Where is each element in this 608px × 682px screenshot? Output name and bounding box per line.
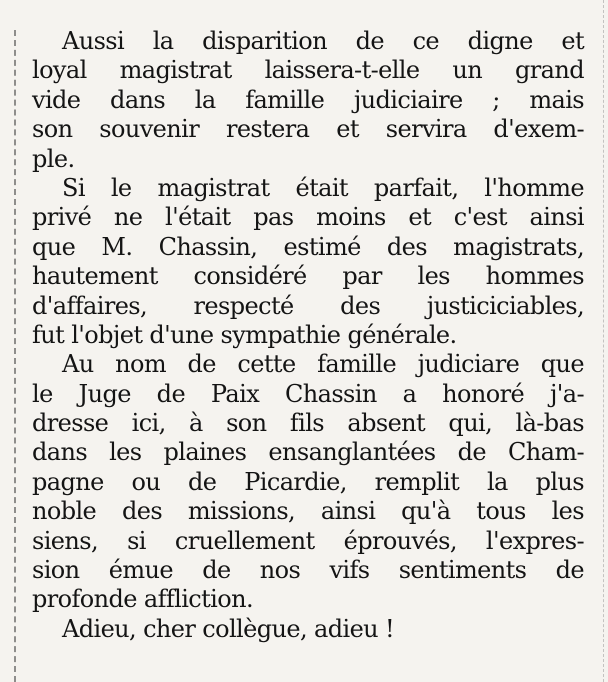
right-column-rule bbox=[603, 0, 604, 682]
text-line: Au nom de cette famille judiciare que bbox=[62, 350, 584, 379]
text-line: Si le magistrat était parfait, l'homme bbox=[62, 173, 584, 202]
text-line: siens, si cruellement éprouvés, l'expres- bbox=[32, 526, 584, 555]
text-line: noble des missions, ainsi qu'à tous les bbox=[32, 497, 584, 526]
text-line: son souvenir restera et servira d'exem- bbox=[32, 115, 584, 144]
text-line: Adieu, cher collègue, adieu ! bbox=[62, 614, 395, 643]
left-column-rule bbox=[14, 30, 16, 682]
text-line: Aussi la disparition de ce digne et bbox=[62, 27, 584, 55]
text-line: que M. Chassin, estimé des magistrats, bbox=[32, 232, 584, 261]
text-line: vide dans la famille judiciaire ; mais bbox=[32, 85, 584, 114]
text-line: privé ne l'était pas moins et c'est ainsi bbox=[32, 203, 584, 232]
text-line: pagne ou de Picardie, remplit la plus bbox=[32, 467, 584, 496]
article-text bbox=[32, 27, 584, 644]
text-line: hautement considéré par les hommes bbox=[32, 262, 584, 291]
text-line: loyal magistrat laissera-t-elle un grand bbox=[32, 56, 584, 85]
text-line: sion émue de nos vifs sentiments de bbox=[32, 556, 584, 585]
text-line: le Juge de Paix Chassin a honoré j'a- bbox=[32, 379, 584, 408]
text-line: d'affaires, respecté des justiciciables, bbox=[32, 291, 584, 320]
text-line: profonde affliction. bbox=[32, 585, 253, 614]
text-line: dans les plaines ensanglantées de Cham- bbox=[32, 438, 584, 467]
text-line: fut l'objet d'une sympathie générale. bbox=[32, 320, 457, 349]
text-line: dresse ici, à son fils absent qui, là-bas bbox=[32, 409, 584, 438]
text-line: ple. bbox=[32, 144, 75, 173]
